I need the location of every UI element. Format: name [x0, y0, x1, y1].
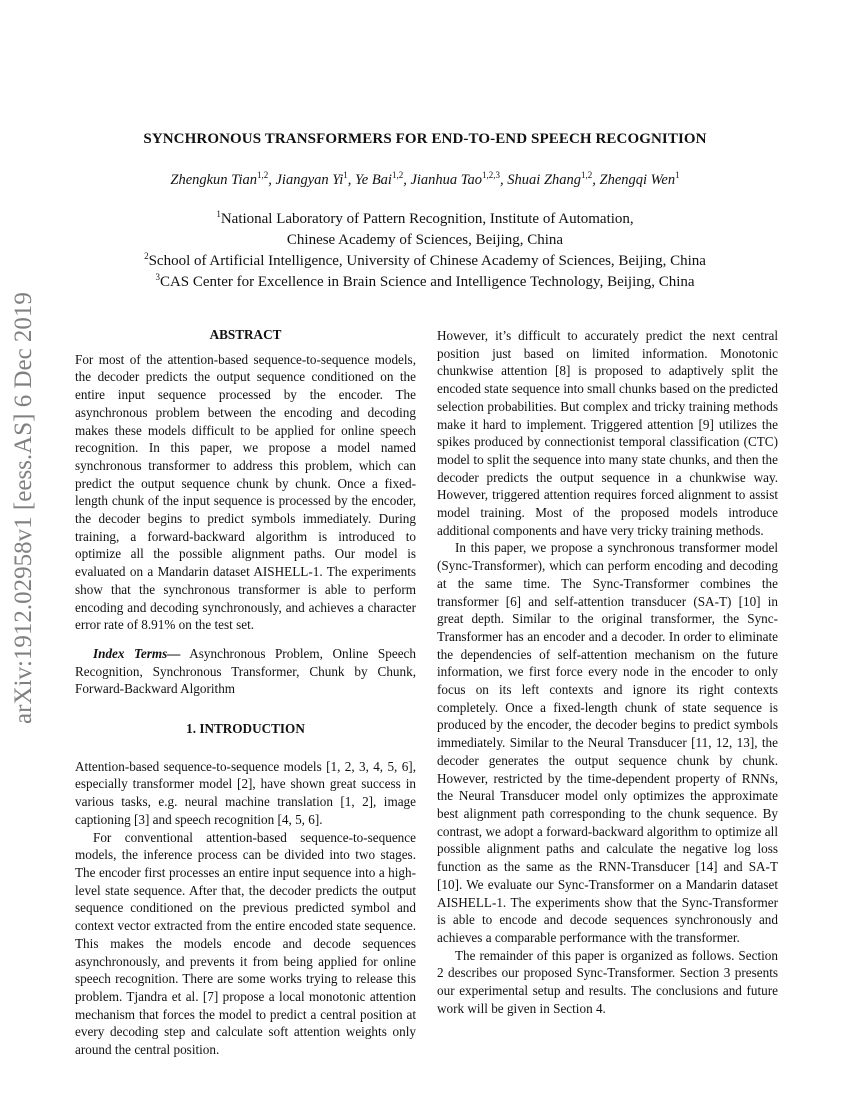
author: Jiangyan Yi$^1$, [275, 170, 356, 188]
introduction-heading: 1. INTRODUCTION [186, 721, 305, 737]
intro-paragraph-3: However, it’s difficult to accurately predict the next central position just based on limited information. Monotonic chunkwise attention [8] is proposed to adaptively split the encoded state sequence into small chunks based on the predicted selection probabilities. But complex and tricky training methods make it hard to implement. Triggered attention [9] utilizes the spikes produced by connectionist temporal classification (CTC) model to split the sequence into many state chunks, and then the decoder predicts the output sequence in a chunkwise way. However, triggered attention requires forced alignment to assist model training. Most of the proposed models introduce additional components and have very tricky training methods. [437, 328, 778, 538]
author: Ye Bai$^{1,2}$, [355, 170, 411, 188]
intro-paragraph-4: In this paper, we propose a synchronous transformer model (Sync-Transformer), which can perform encoding and decoding at the same time. The Sync-Transformer combines the transformer [6] and self-attention transducer (SA-T) [10] in great depth. Similar to the original transformer, the Sync-Transformer has an encoder and a decoder. In order to eliminate the dependencies of self-attention mechanism on the future information, we first force every node in the encoder to only focus on its left contexts and ignore its right contexts completely. Once a fixed-length chunk of state sequence is produced by the encoder, the decoder begins to predict symbols immediately. Similar to the Neural Transducer [11, 12, 13], the decoder generates the output sequence chunk by chunk. However, restricted by the time-dependent property of RNNs, the Neural Transducer model only optimizes the approximate best alignment path corresponding to the chunk sequence. By contrast, we adopt a forward-backward algorithm to optimize all possible alignment paths and calculate the negative log loss function as the same as the RNN-Transducer [14] and SA-T [10]. We evaluate our Sync-Transformer on a Mandarin dataset AISHELL-1. The experiments show that the Sync-Transformer is able to encode and decode sequences synchronously and achieves a comparable performance with the transformer. [437, 540, 778, 945]
author: Shuai Zhang$^{1,2}$, [507, 170, 600, 188]
author: Zhengkun Tian$^{1,2}$, [170, 170, 276, 188]
arxiv-identifier: arXiv:1912.02958v1 [eess.AS] 6 Dec 2019 [10, 292, 37, 724]
abstract-text: For most of the attention-based sequence-to-sequence models, the decoder predicts the output sequence conditioned on the entire input sequence processed by the encoder. The asynchronous problem between the encoding and decoding makes these models difficult to be applied for online speech recognition. In this paper, we propose a model named synchronous transformer to address this problem, which can predict the output sequence chunk by chunk. Once a fixed-length chunk of the input sequence is processed by the encoder, the decoder begins to predict symbols immediately. During training, a forward-backward algorithm is introduced to optimize all the possible alignment paths. Our model is evaluated on a Mandarin dataset AISHELL-1. The experiments show that the synchronous transformer is able to perform encoding and decoding synchronously, and achieves a character error rate of 8.91% on the test set. [75, 351, 416, 633]
author: Zhengqi Wen$^1$ [599, 170, 680, 188]
affiliation-2: $^2$School of Artificial Intelligence, University of Chinese Academy of Sciences, Beijing, China [144, 251, 706, 269]
index-terms-label: Index Terms— [93, 645, 181, 661]
affiliation-1-line2: Chinese Academy of Sciences, Beijing, China [286, 232, 564, 248]
right-column [437, 327, 778, 1017]
index-terms-text: Asynchronous Problem, Online Speech Recognition, Synchronous Transformer, Chunk by Chunk, Forward-Backward Algorithm [75, 645, 416, 697]
abstract-heading: ABSTRACT [209, 327, 282, 342]
intro-paragraph-2: For conventional attention-based sequence-to-sequence models, the inference process can be divided into two stages. The encoder first processes an entire input sequence into a high-level state sequence. After that, the decoder predicts the output sequence conditioned on the previous predicted symbol and context vector extracted from the entire encoded state sequence. This makes the models encode and decode sequences asynchronously, and prevents it from being applied for online speech recognition. There are some works trying to release this problem. Tjandra et al. [7] propose a local monotonic attention mechanism that forces the model to predict a central position at every decoding step and calculate soft attention weights only around the central position. [75, 829, 416, 1058]
paper-title: SYNCHRONOUS TRANSFORMERS FOR END-TO-END SPEECH RECOGNITION [143, 131, 707, 147]
index-terms [75, 645, 416, 698]
affiliation-1: $^1$National Laboratory of Pattern Recognition, Institute of Automation, [216, 209, 634, 227]
affiliations [60, 209, 790, 293]
author-list [60, 172, 790, 189]
author: Jianhua Tao$^{1,2,3}$, [410, 170, 508, 188]
intro-paragraph-1: Attention-based sequence-to-sequence models [1, 2, 3, 4, 5, 6], especially transformer model [2], have shown great success in various tasks, e.g. neural machine translation [1, 2], image captioning [3] and speech recognition [4, 5, 6]. [75, 758, 416, 827]
affiliation-3: $^3$CAS Center for Excellence in Brain Science and Intelligence Technology, Beijing, China [155, 272, 695, 290]
intro-paragraph-5: The remainder of this paper is organized as follows. Section 2 describes our proposed Sync-Transformer. Section 3 presents our experimental setup and results. The conclusions and future work will be given in Section 4. [437, 947, 778, 1016]
left-column [75, 322, 416, 1059]
